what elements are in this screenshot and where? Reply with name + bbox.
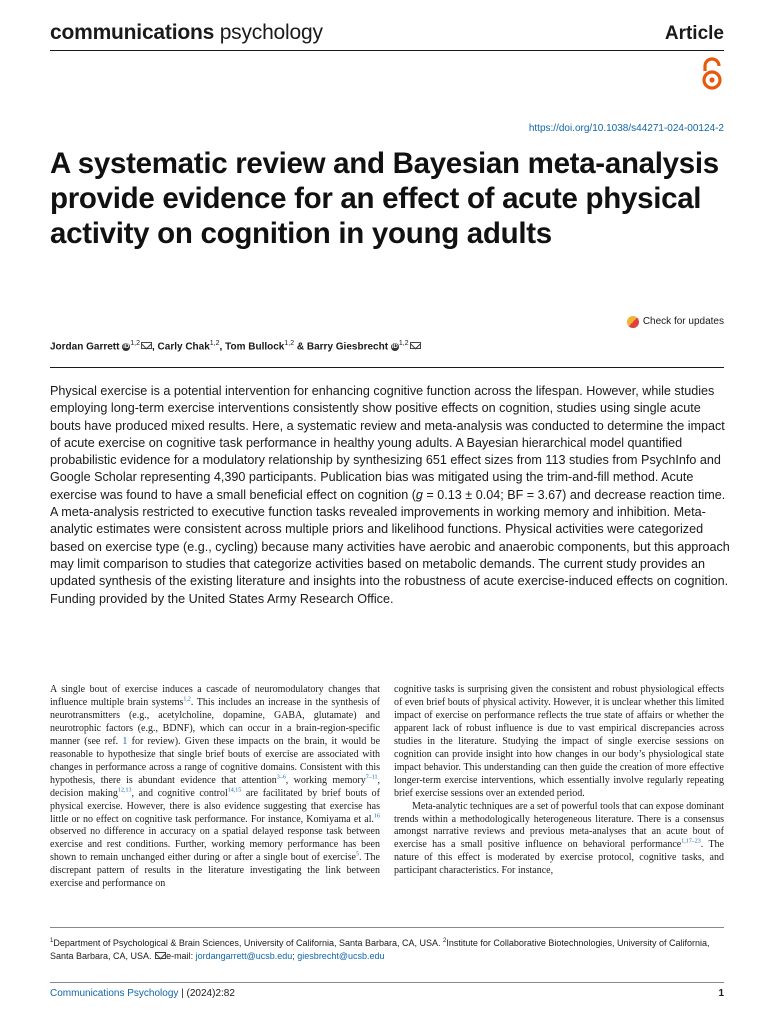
orcid-icon[interactable]: iD [123, 344, 130, 351]
email-icon[interactable] [410, 342, 421, 349]
citation-ref[interactable]: 5 [355, 852, 359, 859]
footer-journal-link[interactable]: Communications Psychology [50, 988, 179, 999]
citation-ref[interactable]: 7–11 [365, 774, 378, 781]
author-name[interactable]: Jordan Garrett [50, 341, 120, 353]
body-column-right [394, 684, 724, 878]
body-column-left [50, 684, 380, 891]
body-text: , and cognitive control [131, 787, 228, 799]
body-text: , working memory [285, 774, 366, 786]
abstract-text: = 0.13 ± 0.04; BF = 3.67) and decrease reaction time. A meta-analysis restricted to executive function tasks revealed improvements in working memory and inhibition. Meta-analytic estimates were consistent across multiple priors and likelihood functions. Physical activities were categorized based on exercise type (e.g., cycling) because many activities have aerobic and anaerobic components, but this approach may limit comparison to studies that categorize activities based on metabolic demands. The current study provides an updated synthesis of the existing literature and insights into the robustness of acute exercise-induced effects on cognition. Funding provided by the United States Army Research Office. [50, 487, 730, 606]
body-text: Meta-analytic techniques are a set of powerful tools that can expose dominant trends within a methodologically heterogeneous literature. There is a consensus amongst narrative reviews and previous meta-analyses that an acute bout of exercise has a small positive influence on behavioral performance [394, 800, 724, 851]
citation-ref[interactable]: 3–6 [276, 774, 286, 781]
email-icon [155, 952, 166, 959]
journal-name-light: psychology [219, 21, 323, 44]
check-updates-label: Check for updates [642, 316, 724, 327]
body-paragraph [394, 801, 724, 879]
abstract-divider [50, 367, 724, 368]
author-name[interactable]: Tom Bullock [225, 341, 285, 353]
footnote-divider [50, 927, 724, 928]
check-for-updates-button[interactable] [627, 315, 724, 329]
doi-link[interactable]: https://doi.org/10.1038/s44271-024-00124-2 [528, 123, 724, 134]
orcid-icon[interactable]: iD [391, 344, 398, 351]
email-icon[interactable] [141, 342, 152, 349]
body-text: , decision making [50, 774, 381, 799]
author-name[interactable]: Barry Giesbrecht [306, 341, 389, 353]
check-updates-icon [627, 316, 639, 328]
body-paragraph [50, 684, 380, 891]
citation-ref[interactable]: 12,13 [117, 787, 132, 794]
author-affiliation: 1,2 [209, 340, 220, 347]
effect-size-symbol: g [415, 487, 423, 502]
author-name[interactable]: Carly Chak [157, 341, 210, 353]
body-text: . The nature of this effect is moderated by exercise protocol, cognitive tasks, and participant characteristics. For instance, [394, 839, 724, 877]
author-affiliation: 1,2 [284, 340, 295, 347]
affiliation-marker: 1 [50, 938, 54, 944]
citation-ref[interactable]: 1 [122, 735, 128, 747]
affiliation-text: Institute for Collaborative Biotechnologies, University of California, Santa Barbara, CA, USA. [50, 938, 710, 961]
citation-ref[interactable]: 1,2 [183, 696, 191, 703]
citation-ref[interactable]: 14,15 [227, 787, 242, 794]
author-list: Jordan Garrett iD$^{1,2}$ , Carly Chak$^{1,2}$, Tom Bullock$^{1,2}$ & Barry Giesbrecht iD$^{1,2}$ [50, 337, 421, 354]
footer-citation [50, 987, 235, 1000]
body-text: observed no difference in accuracy on a spatial delayed response task between exercise and rest conditions. Further, working memory performance has been shown to remain unchanged either during or after a single bout of exercise [50, 826, 380, 864]
header-divider [50, 50, 724, 51]
body-paragraph: cognitive tasks is surprising given the consistent and robust physiological effects of even brief bouts of physical activity. However, it is unclear whether this limited impact of exercise on performance reflects the true state of affairs or whether the apparent lack of robust influence is due to vast empirical discrepancies across studies in the literature. Studying the impact of single exercise sessions on cognition can provide insight into how changes in our body’s physiological state impact behavior. This understanding can then guide the creation of more effective longer-term exercise interventions, which essentially involve regularly repeating brief exercise sessions over an extended period. [394, 684, 724, 799]
email-link[interactable]: giesbrecht@ucsb.edu [297, 951, 385, 961]
body-text: . This includes an increase in the synthesis of neurotransmitters (e.g., acetylcholine, dopamine, GABA, glutamate) and neurotrophic factors (e.g., BDNF), which can occur in a brain-region-specific manner (see ref. [50, 696, 380, 747]
open-access-icon [699, 57, 725, 91]
footer-citation-text: | (2024)2:82 [178, 988, 235, 999]
article-title: A systematic review and Bayesian meta-analysis provide evidence for an effect of acute physical activity on cognition in young adults [50, 147, 719, 250]
journal-brand[interactable] [50, 19, 323, 47]
body-text: . The discrepant pattern of results in the literature investigating the link between exercise and performance on [50, 852, 380, 890]
body-text: are facilitated by brief bouts of physical exercise. However, there is also evidence suggesting that exercise has little or no effect on cognitive task performance. For instance, Komiyama et al. [50, 787, 381, 825]
abstract-text: Physical exercise is a potential intervention for enhancing cognitive function across the lifespan. However, while studies employing long-term exercise interventions consistently show positive effects on cognition, studies using single acute bouts have produced mixed results. Here, a systematic review and meta-analysis was conducted to determine the impact of acute exercise on cognitive task performance in healthy young adults. A Bayesian hierarchical model quantified probabilistic evidence for a modulatory relationship by synthesizing 651 effect sizes from 113 studies from PsychInfo and Google Scholar representing 4,390 participants. Publication bias was mitigated using the trim-and-fill method. Acute exercise was found to have a small beneficial effect on cognition ( [50, 384, 725, 502]
affiliations-footnote: $^1$Department of Psychological & Brain Sciences, University of California, Santa Barbara, CA, USA. $^2$Institute for Collaborative Biotechnologies, University of California, Santa Barbara, CA, USA. e-mail: jordangarrett@ucsb.edu; giesbrecht@ucsb.edu [50, 938, 710, 961]
article-type-label: Article [664, 23, 724, 44]
abstract [50, 383, 730, 608]
author-affiliation: 1,2 [398, 340, 409, 347]
author-affiliation: 1,2 [130, 340, 140, 347]
email-label: e-mail: [166, 951, 196, 961]
page-number: 1 [718, 988, 724, 999]
body-text: A single bout of exercise induces a cascade of neuromodulatory changes that influence multiple brain systems [50, 684, 380, 708]
citation-ref[interactable]: 1,17–23 [681, 839, 701, 846]
journal-name-bold: communications [50, 21, 215, 44]
email-link[interactable]: jordangarrett@ucsb.edu [195, 951, 293, 961]
affiliation-text: Department of Psychological & Brain Sciences, University of California, Santa Barbara, CA, USA. [53, 938, 444, 948]
affiliation-marker: 2 [443, 938, 447, 944]
body-text: for review). Given these impacts on the brain, it would be reasonable to hypothesize that single brief bouts of exercise are associated with changes in performance across a range of cognitive domains. Consistent with this hypothesis, there is abundant evidence that attention [50, 735, 381, 786]
footer-divider [50, 982, 724, 983]
citation-ref[interactable]: 16 [374, 813, 380, 820]
